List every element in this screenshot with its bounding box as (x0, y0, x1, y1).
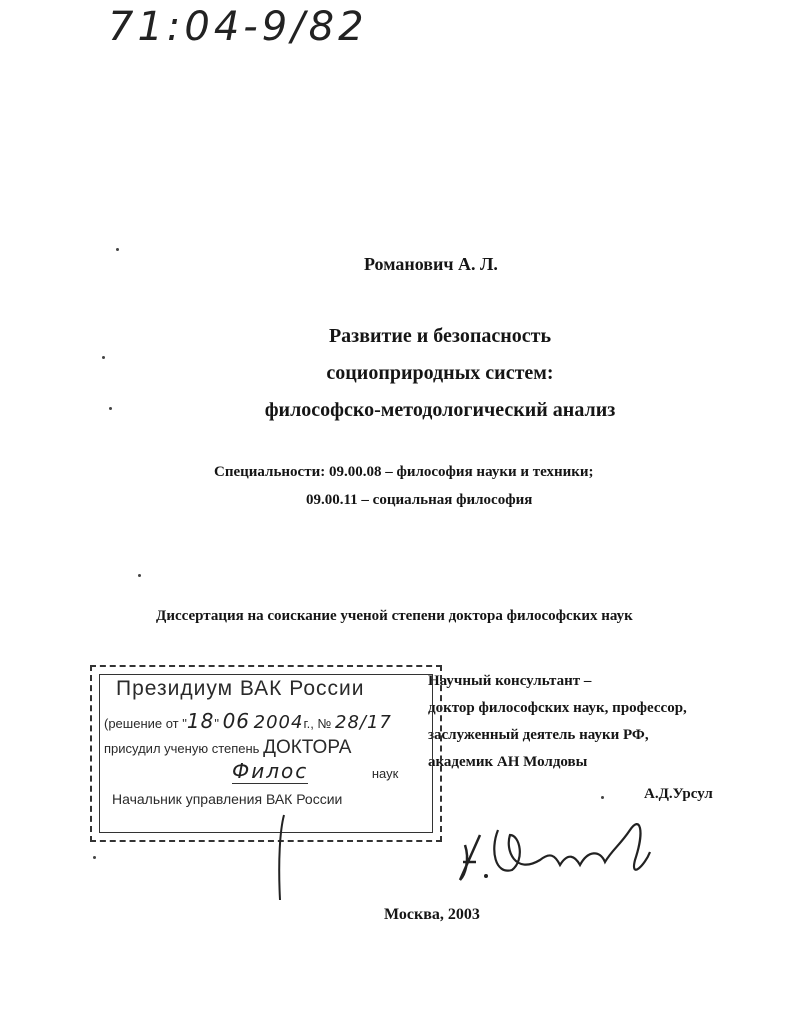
stamp-decision-day: 18 (186, 709, 215, 733)
scan-speck (93, 856, 96, 859)
author-name: Романович А. Л. (364, 254, 498, 274)
scan-speck (601, 796, 604, 799)
specialties-line-2: 09.00.11 – социальная философия (306, 492, 533, 508)
scan-speck (138, 574, 141, 577)
archive-code: 71:04-9/82 (108, 4, 368, 50)
degree-statement: Диссертация на соискание ученой степени доктора философских наук (156, 608, 633, 624)
dissertation-title (200, 318, 680, 429)
stamp-signature-line: Начальник управления ВАК России (112, 791, 343, 807)
stamp-field-handwritten: Филос (232, 759, 309, 783)
scan-speck (116, 248, 119, 251)
title-line-1: Развитие и безопасность (328, 325, 552, 347)
stamp-decision-sep: " (214, 716, 219, 731)
scan-speck (109, 407, 112, 410)
consultant-degree: доктор философских наук, профессор, (428, 700, 687, 716)
stamp-decision-mid: г., № (303, 716, 332, 731)
consultant-block (428, 668, 687, 776)
title-line-2: социоприродных систем: (326, 362, 554, 384)
consultant-honor: заслуженный деятель науки РФ, (428, 727, 649, 743)
stamp-degree: ДОКТОРА (263, 737, 352, 758)
specialties-line-1: Специальности: 09.00.08 – философия науки и техники; (214, 464, 594, 480)
stamp-field (232, 759, 398, 783)
stamp-awarded (104, 737, 351, 759)
stamp-title: Президиум ВАК России (116, 677, 365, 700)
consultant-label: Научный консультант – (428, 673, 592, 689)
scan-speck (102, 356, 105, 359)
stamp-decision-number: 28/17 (335, 712, 392, 733)
signature (250, 790, 660, 910)
stamp-decision (104, 709, 392, 733)
stamp-awarded-prefix: присудил ученую степень (104, 741, 260, 756)
consultant-name: А.Д.Урсул (644, 786, 713, 802)
title-line-3: философско-методологический анализ (264, 399, 616, 421)
stamp-decision-year: 2004 (253, 712, 304, 733)
city-year: Москва, 2003 (384, 906, 480, 923)
stamp-decision-prefix: (решение от " (104, 716, 187, 731)
consultant-academy: академик АН Молдовы (428, 754, 588, 770)
stamp-field-suffix: наук (371, 766, 399, 781)
stamp-decision-month: 06 (222, 709, 251, 733)
